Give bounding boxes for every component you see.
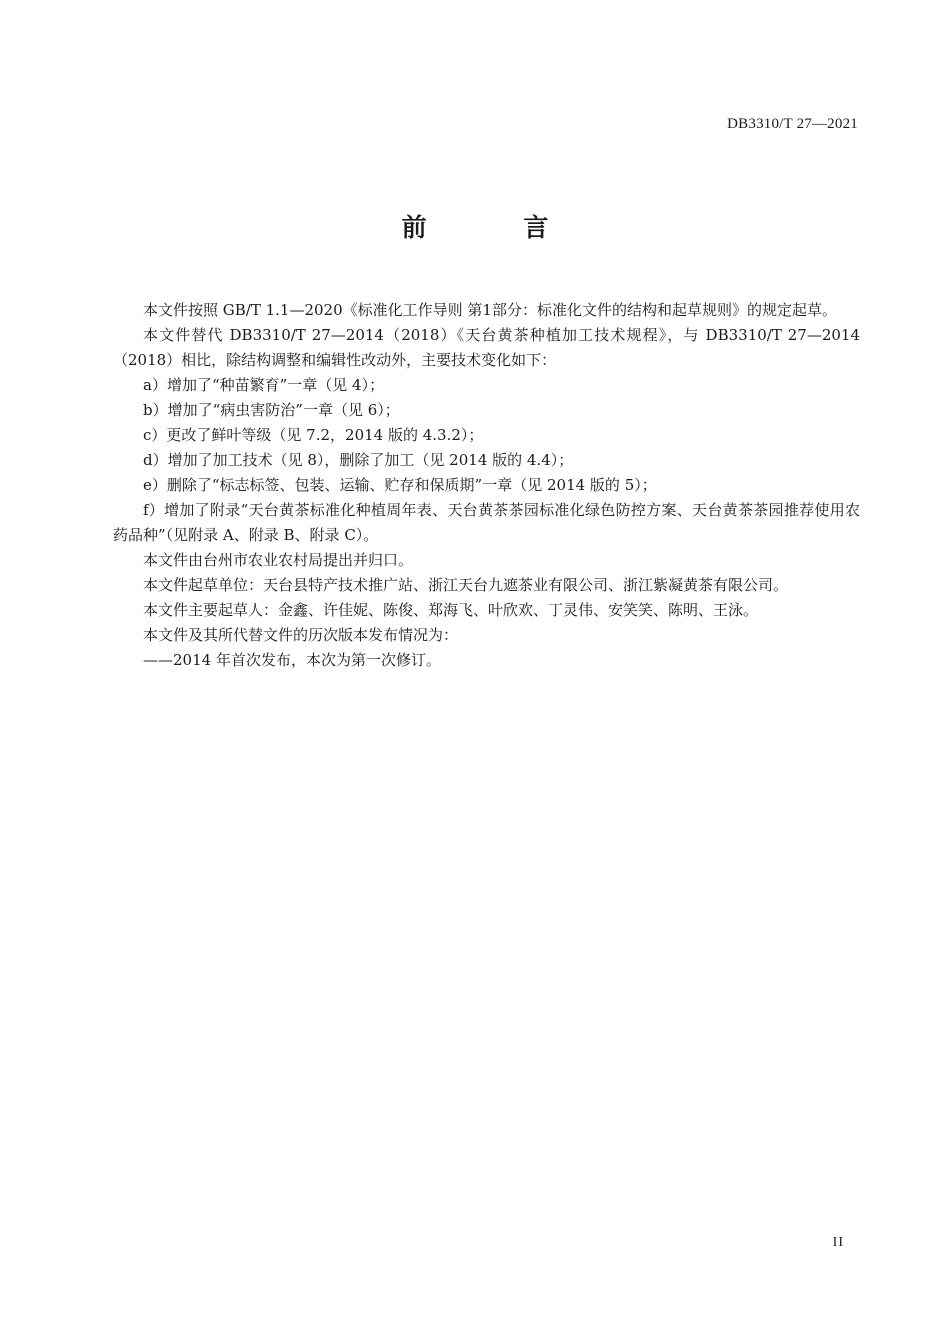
document-code: DB3310/T 27—2021 (727, 116, 858, 132)
paragraph-basis: 本文件按照 GB/T 1.1—2020《标准化工作导则 第1部分：标准化文件的结构和起草规则》的规定起草。 (143, 301, 837, 319)
page-number: II (832, 1235, 844, 1250)
change-item-b: b）增加了“病虫害防治”一章（见 6）； (143, 401, 400, 419)
foreword-body (113, 298, 860, 673)
paragraph-drafters: 本文件主要起草人：金鑫、许佳妮、陈俊、郑海飞、叶欣欢、丁灵伟、安笑笑、陈明、王泳。 (143, 601, 759, 619)
change-item-c: c）更改了鲜叶等级（见 7.2，2014 版的 4.3.2）； (143, 426, 484, 444)
paragraph-drafting-units: 本文件起草单位：天台县特产技术推广站、浙江天台九遮茶业有限公司、浙江紫凝黄茶有限公司。 (143, 576, 789, 594)
page-title: 前 言 (401, 213, 593, 242)
paragraph-history-item: ——2014 年首次发布，本次为第一次修订。 (143, 651, 441, 669)
change-item-d: d）增加了加工技术（见 8），删除了加工（见 2014 版的 4.4）； (143, 451, 574, 469)
change-item-e: e）删除了“标志标签、包装、运输、贮存和保质期”一章（见 2014 版的 5）； (143, 476, 657, 494)
paragraph-history-intro: 本文件及其所代替文件的历次版本发布情况为： (143, 626, 459, 644)
change-item-f: f）增加了附录“天台黄茶标准化种植周年表、天台黄茶茶园标准化绿色防控方案、天台黄茶茶园推荐使用农药品种”（见附录 A、附录 B、附录 C）。 (113, 501, 860, 544)
paragraph-replacement: 本文件替代 DB3310/T 27—2014（2018）《天台黄茶种植加工技术规程》，与 DB3310/T 27—2014（2018）相比，除结构调整和编辑性改动外，主要技术变化如下： (113, 326, 860, 369)
paragraph-proposer: 本文件由台州市农业农村局提出并归口。 (143, 551, 414, 569)
change-item-a: a）增加了“种苗繁育”一章（见 4）； (143, 376, 385, 394)
